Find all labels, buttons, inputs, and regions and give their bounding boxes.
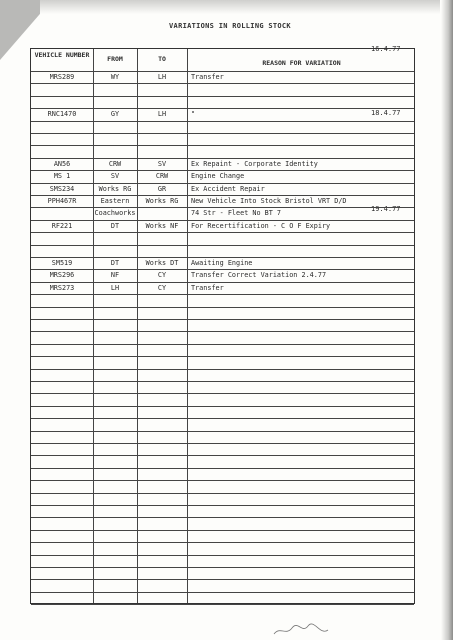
row-from: SV [110,172,120,181]
ruled-line [31,369,414,370]
row-reason: Transfer [191,73,224,81]
row-reason: 74 Str - Fleet No BT 7 [191,209,282,218]
row-to: LH [157,73,167,81]
document-title: VARIATIONS IN ROLLING STOCK [169,22,291,30]
ruled-line [31,493,414,494]
row-reason: Ex Accident Repair [191,184,265,193]
ruled-line [31,307,414,308]
ruled-line [31,579,414,580]
row-from: CRW [108,159,122,168]
row-vehicle: MS 1 [53,172,71,181]
row-to: Works NF [145,221,179,230]
row-from: WY [110,73,120,81]
ruled-line [31,555,414,556]
row-vehicle: AN56 [53,159,71,168]
ruled-line [31,83,414,84]
row-from: DT [110,221,120,230]
ruled-line [31,517,414,518]
ruled-line [31,567,414,568]
ruled-line [31,133,414,134]
row-reason: New Vehicle Into Stock Bristol VRT D/D [191,197,347,205]
ruled-line [31,121,414,122]
row-vehicle: MRS296 [49,271,75,280]
row-from: GY [110,110,120,119]
ruled-line [31,344,414,345]
row-reason: Transfer Correct Variation 2.4.77 [191,271,327,280]
row-to: GR [157,184,167,193]
entry-date: 18.4.77 [371,109,401,117]
row-reason: Ex Repaint - Corporate Identity [191,159,318,168]
entry-date: 19.4.77 [371,205,401,213]
row-from: Coachworks [94,209,136,218]
row-reason: Awaiting Engine [191,259,253,267]
row-vehicle: PPH467R [47,197,77,205]
ruled-line [31,418,414,419]
ruled-line [31,604,414,605]
ruled-line [31,232,414,233]
ruled-line [31,145,414,146]
ruled-line [31,406,414,407]
ruled-line [31,245,414,246]
row-from: DT [110,259,120,267]
ruled-line [31,455,414,456]
row-to: LH [157,110,167,119]
ruled-line [31,96,414,97]
row-vehicle: RNC1470 [47,110,77,119]
ruled-line [31,443,414,444]
row-to: Works DT [145,259,179,267]
row-reason: Engine Change [191,172,245,181]
header-to: TO [158,55,166,63]
ruled-line [31,319,414,320]
entry-date: 16.4.77 [371,45,401,53]
row-reason: Transfer [191,283,224,292]
row-reason: " [191,110,196,119]
row-vehicle: MRS273 [49,283,75,292]
row-from: NF [110,271,120,280]
ruled-line [31,381,414,382]
ruled-line [31,331,414,332]
row-reason: For Recertification - C O F Expiry [191,221,331,230]
row-vehicle: SM519 [51,259,73,267]
row-vehicle: RF221 [51,221,73,230]
ruled-line [31,592,414,593]
header-reason: REASON FOR VARIATION [262,59,341,67]
ruled-line [31,356,414,357]
ruled-line [31,294,414,295]
ruled-line [31,431,414,432]
ruled-line [31,542,414,543]
row-vehicle: SMS234 [49,184,75,193]
scan-top-shadow [40,0,440,14]
row-from: Eastern [100,197,130,205]
ruled-line [31,530,414,531]
row-to: Works RG [145,197,179,205]
row-to: CRW [155,172,169,181]
ruled-line [31,393,414,394]
row-vehicle: MRS289 [49,73,75,81]
scan-right-edge [441,0,453,640]
row-to: SV [157,159,167,168]
variations-table [30,45,415,604]
ruled-line [31,480,414,481]
row-from: Works RG [98,184,132,193]
header-vehicle-number: VEHICLE NUMBER [34,51,90,59]
row-to: CY [157,283,167,292]
signature-scribble [272,622,332,638]
ruled-line [31,505,414,506]
row-to: CY [157,271,167,280]
row-from: LH [110,283,120,292]
header-from: FROM [107,55,123,63]
ruled-line [31,468,414,469]
